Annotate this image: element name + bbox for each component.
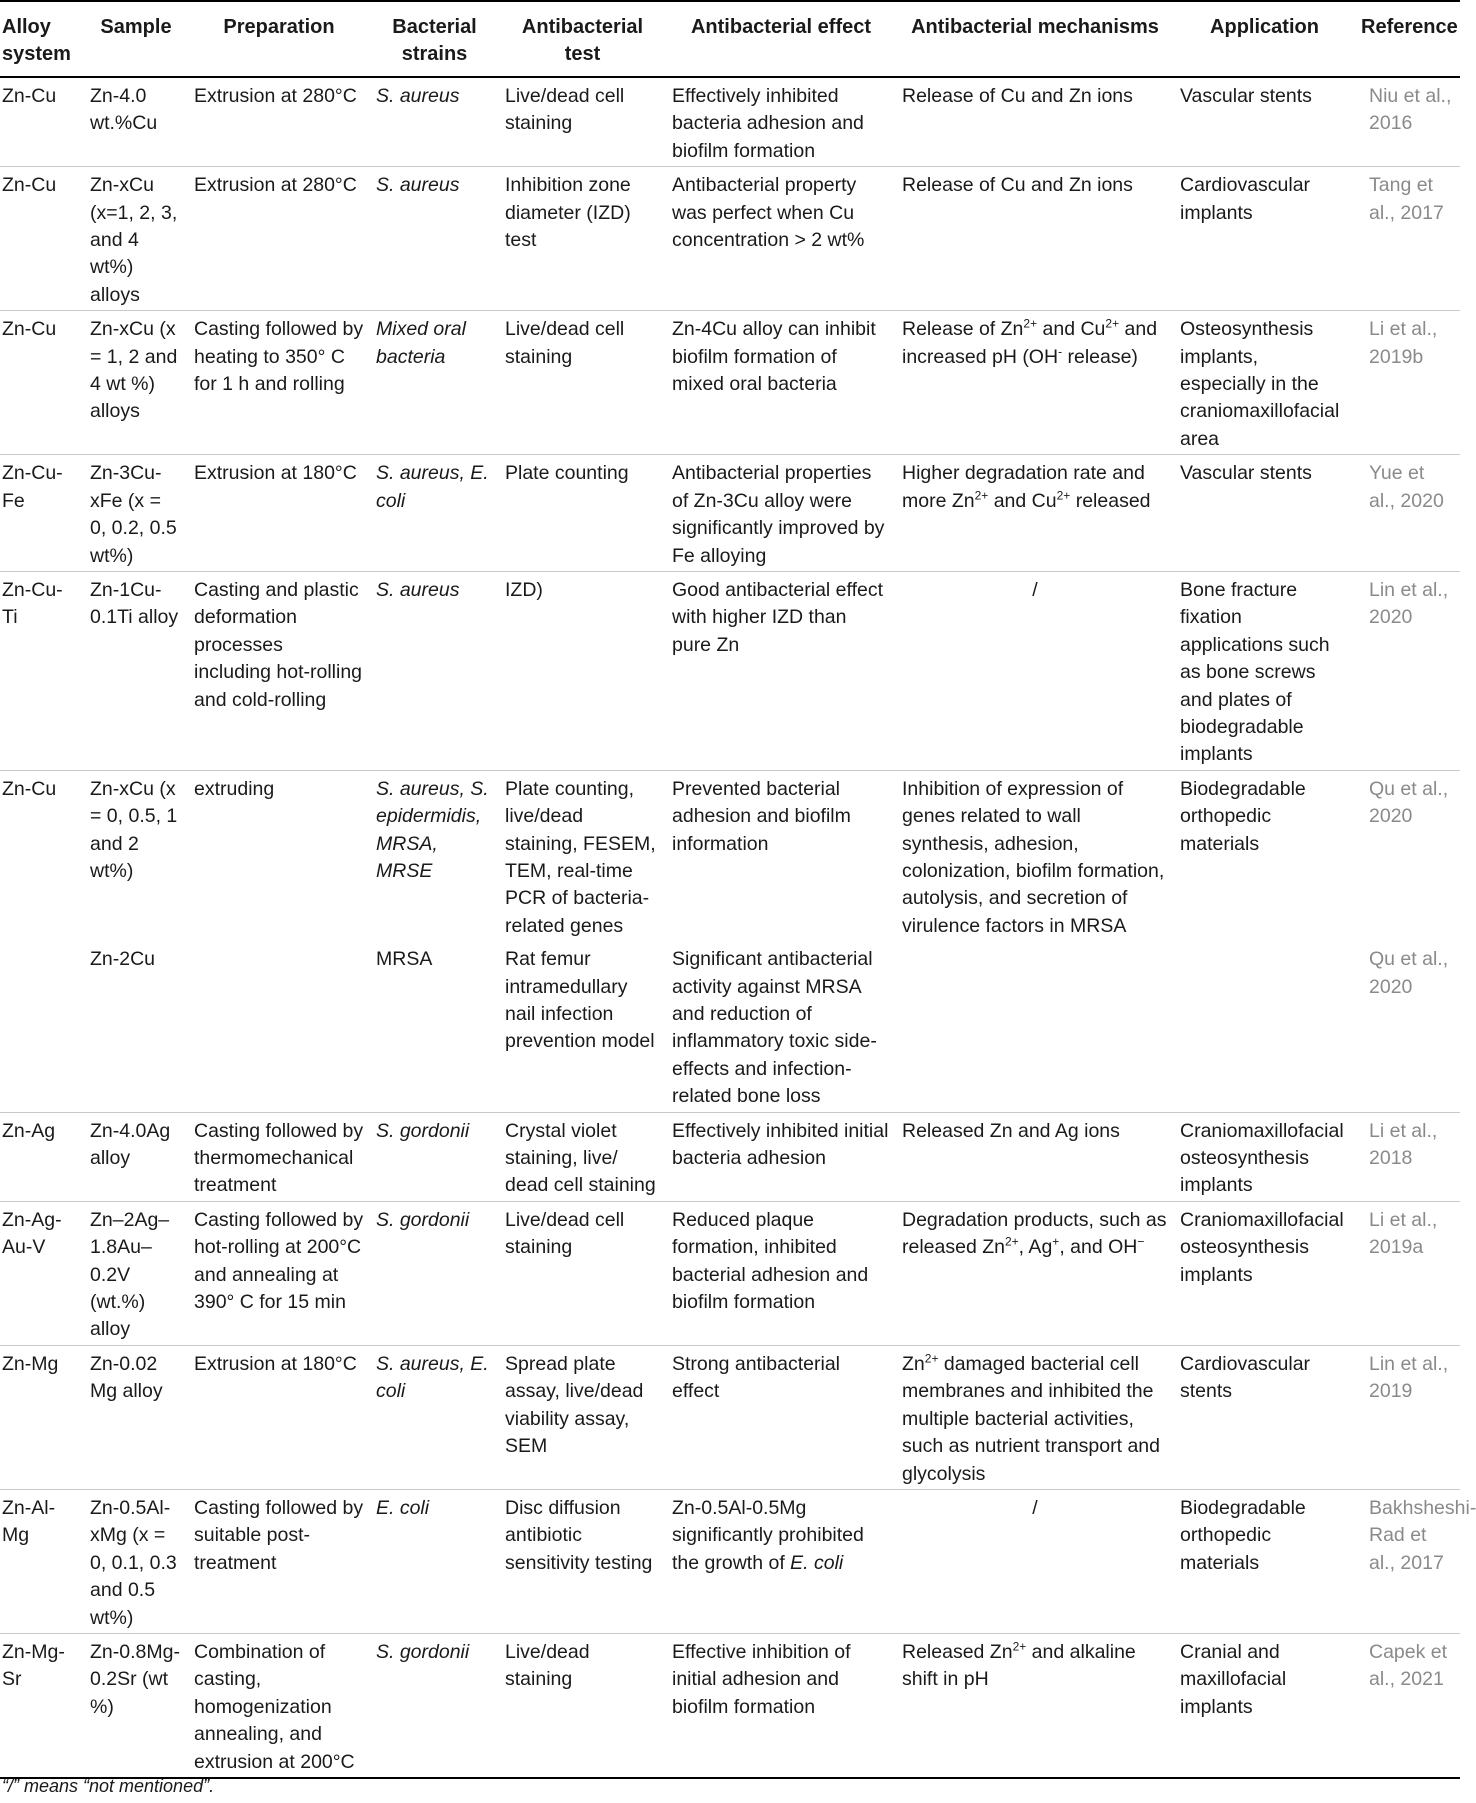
cell-alloy-system: Zn-Cu (2, 85, 57, 107)
table-row (0, 571, 1460, 770)
cell-antibacterial-mechanisms: / (1032, 578, 1038, 601)
cell-antibacterial-effect: Antibacterial properties of Zn-3Cu alloy were significantly improved by Fe alloying (672, 462, 885, 567)
cell-reference: Lin et al., 2019 (1369, 1352, 1449, 1403)
cell-antibacterial-mechanisms-part: 2+ (974, 488, 989, 503)
cell-antibacterial-effect: Reduced plaque formation, inhibited bacterial adhesion and biofilm formation (672, 1208, 869, 1314)
header-antibacterial-mechanisms: Antibacterial mechanisms (911, 16, 1159, 38)
cell-antibacterial-mechanisms: Release of Cu and Zn ions (902, 174, 1133, 197)
cell-antibacterial-effect (666, 1489, 896, 1633)
table-row (0, 455, 1460, 572)
cell-sample: Zn-xCu (x = 0, 0.5, 1 and 2 wt%) (90, 777, 178, 882)
header-preparation: Preparation (223, 16, 335, 38)
cell-antibacterial-mechanisms-part: and Cu (988, 489, 1057, 512)
cell-application: Craniomaxillofacial osteosynthesis implants (1180, 1208, 1344, 1286)
cell-antibacterial-test: Live/dead cell staining (505, 1208, 625, 1259)
cell-application: Biodegradable orthopedic materials (1180, 777, 1306, 855)
table-row (0, 1489, 1460, 1633)
cell-preparation: Extrusion at 280°C (194, 174, 357, 197)
cell-preparation: extruding (194, 777, 275, 800)
cell-application: Bone fracture fixation applications such as bone screws and plates of biodegradable implants (1180, 578, 1330, 766)
cell-antibacterial-test: Live/dead staining (505, 1640, 590, 1691)
cell-alloy-system (0, 941, 84, 1112)
cell-alloy-system: Zn-Cu-Ti (2, 578, 63, 629)
cell-antibacterial-mechanisms (896, 311, 1174, 455)
cell-antibacterial-mechanisms-part: 2+ (1056, 488, 1071, 503)
cell-antibacterial-test: Plate counting (505, 462, 629, 485)
cell-antibacterial-effect: Effective inhibition of initial adhesion and biofilm formation (672, 1640, 851, 1718)
cell-antibacterial-mechanisms-part: 2+ (1004, 1234, 1019, 1249)
cell-application: Cranial and maxillofacial implants (1180, 1640, 1287, 1718)
cell-application: Craniomaxillofacial osteosynthesis implants (1180, 1119, 1344, 1197)
cell-sample: Zn–2Ag–1.8Au–0.2V (wt.%) alloy (90, 1208, 170, 1341)
header-application: Application (1210, 16, 1319, 38)
cell-reference: Lin et al., 2020 (1369, 578, 1449, 629)
cell-bacterial-strains: S. aureus, E. coli (376, 1352, 489, 1403)
cell-preparation: Casting and plastic deformation processes including hot-rolling and cold-rolling (194, 578, 363, 711)
cell-alloy-system: Zn-Cu (2, 777, 57, 800)
cell-sample: Zn-3Cu-xFe (x = 0, 0.2, 0.5 wt%) (90, 462, 177, 567)
cell-antibacterial-mechanisms-part: 2+ (1105, 316, 1120, 331)
cell-antibacterial-mechanisms (896, 941, 1174, 1112)
cell-sample: Zn-xCu (x = 1, 2 and 4 wt %) alloys (90, 318, 178, 423)
cell-antibacterial-mechanisms-part: - (1058, 344, 1063, 359)
cell-antibacterial-mechanisms (896, 1633, 1174, 1778)
header-antibacterial-effect: Antibacterial effect (690, 16, 872, 38)
cell-bacterial-strains: S. aureus, S. epidermidis, MRSA, MRSE (376, 777, 489, 882)
cell-preparation: Casting followed by heating to 350° C for 1 h and rolling (194, 318, 364, 396)
cell-antibacterial-mechanisms: Release of Cu and Zn ions (902, 85, 1133, 107)
cell-alloy-system: Zn-Mg (2, 1352, 59, 1375)
cell-bacterial-strains: S. aureus (376, 578, 460, 601)
table-row (0, 1112, 1460, 1201)
cell-preparation: Casting followed by thermomechanical treatment (194, 1119, 364, 1197)
cell-antibacterial-test: Live/dead cell staining (505, 85, 625, 135)
cell-reference: Li et al., 2019a (1369, 1208, 1438, 1259)
cell-preparation: Casting followed by hot-rolling at 200°C and annealing at 390° C for 15 min (194, 1208, 364, 1314)
cell-reference: Capek et al., 2021 (1369, 1640, 1448, 1691)
cell-alloy-system: Zn-Cu-Fe (2, 462, 63, 512)
cell-antibacterial-test: Crystal violet staining, live/ dead cell staining (505, 1119, 656, 1197)
cell-bacterial-strains: S. aureus, E. coli (376, 462, 489, 512)
cell-sample: Zn-0.8Mg-0.2Sr (wt %) (90, 1640, 180, 1718)
cell-antibacterial-effect: Zn-4Cu alloy can inhibit biofilm formation of mixed oral bacteria (672, 318, 876, 396)
cell-bacterial-strains: MRSA (376, 948, 433, 971)
table-footnote: “/” means “not mentioned”. (2, 1776, 215, 1796)
cell-antibacterial-mechanisms-part: Released Zn (902, 1640, 1013, 1663)
cell-alloy-system: Zn-Cu (2, 174, 57, 197)
header-alloy-system: Alloy system (2, 16, 71, 65)
cell-antibacterial-effect: Prevented bacterial adhesion and biofilm information (672, 777, 851, 855)
cell-antibacterial-test: Inhibition zone diameter (IZD) test (505, 174, 631, 252)
cell-antibacterial-mechanisms-part: Higher degradation rate and more Zn (902, 462, 1145, 512)
cell-reference: Li et al., 2018 (1369, 1119, 1438, 1170)
cell-antibacterial-mechanisms (896, 1201, 1174, 1345)
cell-antibacterial-mechanisms-part: and Cu (1037, 318, 1106, 341)
table-row (0, 167, 1460, 311)
table-row (0, 311, 1460, 455)
cell-application: Osteosynthesis implants, especially in the craniomaxillofacial area (1180, 318, 1340, 450)
cell-application: Cardiovascular stents (1180, 1352, 1311, 1403)
cell-antibacterial-effect: Good antibacterial effect with higher IZD than pure Zn (672, 578, 884, 656)
cell-antibacterial-effect-part: Zn-0.5Al-0.5Mg significantly prohibited the growth of (672, 1496, 864, 1574)
cell-application: Vascular stents (1180, 85, 1312, 107)
cell-antibacterial-mechanisms (896, 1345, 1174, 1489)
cell-antibacterial-effect-part: E. coli (790, 1551, 844, 1574)
header-antibacterial-test: Antibacterial test (521, 16, 644, 65)
cell-bacterial-strains: S. gordonii (376, 1119, 470, 1142)
cell-preparation: Extrusion at 180°C (194, 1352, 357, 1375)
cell-sample: Zn-0.5Al-xMg (x = 0, 0.1, 0.3 and 0.5 wt%) (90, 1496, 177, 1629)
cell-antibacterial-mechanisms-part: Zn (902, 1352, 925, 1375)
cell-application: Biodegradable orthopedic materials (1180, 1496, 1306, 1574)
cell-antibacterial-mechanisms-part: + (1052, 1234, 1060, 1249)
cell-reference: Bakhsheshi-Rad et al., 2017 (1369, 1496, 1476, 1574)
cell-antibacterial-test: Rat femur intramedullary nail infection prevention model (505, 948, 655, 1053)
cell-preparation: Casting followed by suitable post-treatment (194, 1496, 364, 1574)
cell-antibacterial-mechanisms-part: 2+ (1023, 316, 1038, 331)
cell-antibacterial-effect: Effectively inhibited initial bacteria adhesion (672, 1119, 889, 1170)
cell-sample: Zn-4.0 wt.%Cu (90, 85, 158, 135)
cell-antibacterial-mechanisms-part: damaged bacterial cell membranes and inhibited the multiple bacterial activities, such as nutrient transport and glycolysis (902, 1352, 1160, 1485)
table-body (0, 77, 1476, 1778)
header-reference: Reference (1361, 16, 1458, 38)
cell-bacterial-strains: S. aureus (376, 85, 460, 107)
cell-antibacterial-mechanisms: Released Zn and Ag ions (902, 1119, 1120, 1142)
cell-reference: Qu et al., 2020 (1369, 948, 1449, 998)
cell-alloy-system: Zn-Mg-Sr (2, 1640, 65, 1691)
cell-alloy-system: Zn-Ag-Au-V (2, 1208, 62, 1259)
cell-sample: Zn-1Cu-0.1Ti alloy (90, 578, 179, 629)
cell-reference: Li et al., 2019b (1369, 318, 1438, 368)
cell-antibacterial-mechanisms-part: and alkaline shift in pH (902, 1640, 1136, 1691)
cell-antibacterial-test: IZD) (505, 578, 543, 601)
cell-antibacterial-mechanisms-part: 2+ (924, 1351, 939, 1366)
table-row (0, 770, 1460, 941)
cell-antibacterial-effect: Significant antibacterial activity against MRSA and reduction of inflammatory toxic side-effects and infection-related bone loss (672, 948, 877, 1108)
cell-preparation: Extrusion at 280°C (194, 85, 357, 107)
cell-bacterial-strains: E. coli (376, 1496, 430, 1519)
table-row (0, 1633, 1460, 1778)
header-row (0, 1, 1460, 77)
cell-antibacterial-mechanisms-part: Degradation products, such as released Zn (902, 1208, 1167, 1259)
cell-reference: Niu et al., 2016 (1369, 85, 1452, 135)
cell-antibacterial-effect: Strong antibacterial effect (672, 1352, 841, 1403)
cell-reference: Yue et al., 2020 (1369, 462, 1444, 512)
cell-bacterial-strains: S. gordonii (376, 1640, 470, 1663)
cell-antibacterial-mechanisms-part: release) (1062, 345, 1138, 368)
cell-antibacterial-test: Spread plate assay, live/dead viability assay, SEM (505, 1352, 644, 1458)
cell-alloy-system: Zn-Al-Mg (2, 1496, 56, 1547)
cell-bacterial-strains: S. aureus (376, 174, 460, 197)
cell-bacterial-strains: Mixed oral bacteria (376, 318, 466, 368)
cell-antibacterial-test: Disc diffusion antibiotic sensitivity testing (505, 1496, 653, 1574)
cell-antibacterial-mechanisms-part: , and OH (1059, 1236, 1138, 1259)
cell-application: Cardiovascular implants (1180, 174, 1311, 224)
table-row (0, 1201, 1460, 1345)
cell-alloy-system: Zn-Cu (2, 318, 57, 341)
cell-antibacterial-mechanisms-part: − (1137, 1234, 1145, 1249)
cell-application: Vascular stents (1180, 462, 1312, 485)
cell-preparation (188, 941, 370, 1112)
cell-antibacterial-mechanisms-part: , Ag (1018, 1236, 1053, 1259)
cell-antibacterial-effect: Antibacterial property was perfect when Cu concentration > 2 wt% (672, 174, 865, 252)
cell-antibacterial-test: Plate counting, live/dead staining, FESEM, TEM, real-time PCR of bacteria-related genes (505, 777, 656, 937)
cell-antibacterial-mechanisms-part: and increased pH (OH (902, 318, 1158, 368)
cell-bacterial-strains: S. gordonii (376, 1208, 470, 1231)
cell-preparation: Extrusion at 180°C (194, 462, 357, 485)
cell-antibacterial-effect: Effectively inhibited bacteria adhesion and biofilm formation (672, 85, 864, 162)
cell-sample: Zn-xCu (x=1, 2, 3, and 4 wt%) alloys (90, 174, 178, 306)
cell-antibacterial-mechanisms (896, 455, 1174, 572)
header-sample: Sample (100, 16, 172, 38)
table-row (0, 77, 1460, 167)
cell-antibacterial-mechanisms: Inhibition of expression of genes related to wall synthesis, adhesion, colonization, biofilm formation, autolysis, and secretion of virulence factors in MRSA (902, 777, 1165, 937)
cell-reference: Qu et al., 2020 (1369, 777, 1449, 828)
header-bacterial-strains: Bacterial strains (392, 16, 477, 65)
cell-sample: Zn-0.02 Mg alloy (90, 1352, 163, 1403)
cell-antibacterial-mechanisms-part: Release of Zn (902, 318, 1024, 341)
cell-antibacterial-test: Live/dead cell staining (505, 318, 625, 368)
cell-antibacterial-mechanisms-part: released (1070, 489, 1151, 512)
table-row (0, 1345, 1460, 1489)
cell-application (1174, 941, 1355, 1112)
table-row (0, 941, 1460, 1112)
cell-alloy-system: Zn-Ag (2, 1119, 56, 1142)
cell-sample: Zn-4.0Ag alloy (90, 1119, 171, 1170)
cell-antibacterial-mechanisms: / (1032, 1496, 1038, 1519)
cell-antibacterial-mechanisms-part: 2+ (1012, 1639, 1027, 1654)
cell-reference: Tang et al., 2017 (1369, 174, 1444, 224)
cell-sample: Zn-2Cu (90, 948, 156, 971)
cell-preparation: Combination of casting, homogenization annealing, and extrusion at 200°C (194, 1640, 355, 1773)
